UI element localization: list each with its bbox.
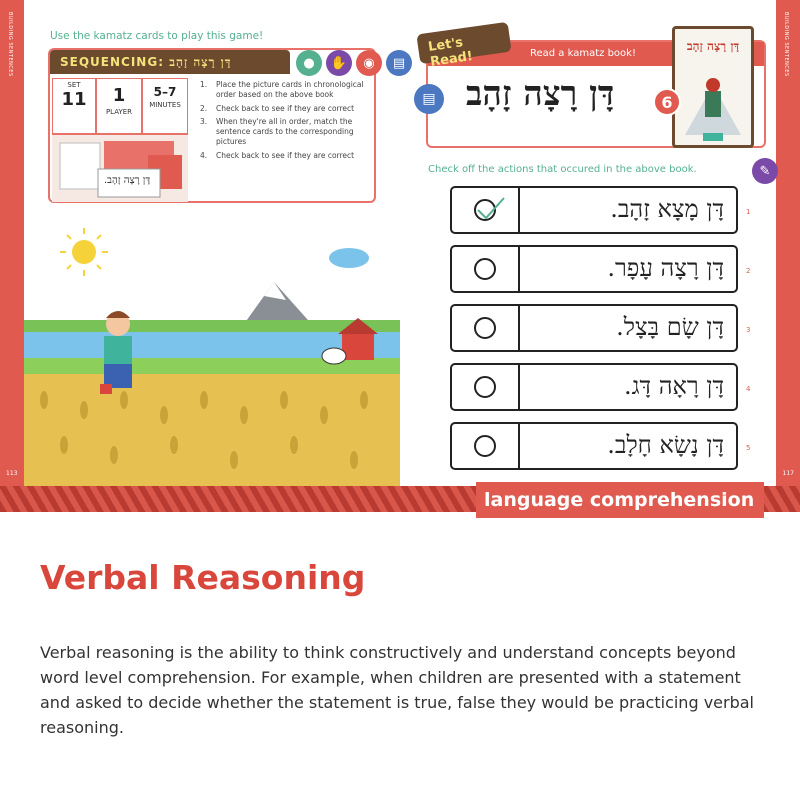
- row-number: 5: [746, 444, 751, 452]
- checkbox-cell[interactable]: [452, 247, 520, 291]
- barn: [342, 332, 374, 360]
- row-number: 2: [746, 267, 751, 275]
- hand-icon: ✋: [326, 50, 352, 76]
- action-row-2: [450, 245, 738, 293]
- action-sentence: דָּן רָאָה דָּג.: [623, 372, 724, 400]
- book-icon: ▤: [414, 84, 444, 114]
- farm-illustration: [24, 220, 400, 490]
- checkbox-cell[interactable]: [452, 188, 520, 232]
- skill-icons: [296, 50, 412, 76]
- check-circle[interactable]: [474, 376, 496, 398]
- checkbox-cell[interactable]: [452, 424, 520, 468]
- cloud-icon: [329, 248, 369, 268]
- step-item: 4. Check back to see if they are correct: [200, 150, 355, 160]
- right-side-strip: [776, 0, 800, 490]
- cards-illustration: [52, 134, 188, 202]
- sequencing-game-box: [48, 48, 406, 203]
- card-icon: ▤: [386, 50, 412, 76]
- read-book-title: דָּן רָצָה זָהָב: [466, 74, 615, 114]
- book-cover: [672, 26, 754, 148]
- pencil-icon: ✎: [752, 158, 778, 184]
- book-cover-title: דָּן רָצָה זָהָב: [686, 39, 740, 53]
- cow: [322, 348, 346, 364]
- check-circle[interactable]: [474, 317, 496, 339]
- sun-icon: [72, 240, 96, 264]
- brain-icon: ◉: [356, 50, 382, 76]
- stat-set: SET 11: [52, 78, 96, 134]
- stat-minutes: 5–7 MINUTES: [142, 78, 188, 134]
- action-sentence: דָּן רָצָה עָפָר.: [607, 254, 724, 282]
- action-row-4: [450, 363, 738, 411]
- check-circle[interactable]: [474, 258, 496, 280]
- action-sentence: דָּן שָׂם בָּצָל.: [616, 313, 724, 341]
- lets-read-sign: Let's Read!: [416, 22, 511, 65]
- checkmark-icon: [474, 196, 508, 224]
- action-row-3: [450, 304, 738, 352]
- left-side-strip: [0, 0, 24, 490]
- card-sentence: דָּן רָצָה זָהָב.: [104, 175, 151, 186]
- game-instruction: Use the kamatz cards to play this game!: [50, 30, 264, 42]
- description-text: Verbal reasoning is the ability to think constructively and understand concepts beyond word level comprehension. For example, when children are presented with a statement and asked to decide whether the statement is true, false they would be practicing verbal reasoning.: [40, 643, 754, 737]
- game-title-hebrew: דָּן רָצָה זָהָב: [169, 55, 232, 69]
- category-banner: language comprehension: [476, 482, 764, 518]
- step-item: 3. When they're all in order, match the sentence cards to the corresponding pictures: [200, 117, 354, 146]
- action-row-1: [450, 186, 738, 234]
- check-instruction: Check off the actions that occured in the above book.: [428, 164, 697, 175]
- read-bar: Read a kamatz book!: [428, 42, 764, 66]
- action-row-5: [450, 422, 738, 470]
- wheat-field: [24, 374, 400, 490]
- eye-icon: ●: [296, 50, 322, 76]
- check-circle[interactable]: [474, 435, 496, 457]
- stat-player: 1 PLAYER: [96, 78, 142, 134]
- side-label: BUILDING SENTENCES: [7, 12, 13, 77]
- book-number-badge: 6: [653, 88, 681, 116]
- cards-image: [52, 135, 188, 203]
- action-sentence: דָּן נָשָׂא חָלָב.: [607, 431, 724, 459]
- side-label-right: BUILDING SENTENCES: [783, 12, 789, 77]
- row-number: 1: [746, 208, 751, 216]
- page-title: Verbal Reasoning: [40, 558, 366, 597]
- row-number: 3: [746, 326, 751, 334]
- action-sentence: דָּן מָצָא זָהָב.: [610, 195, 724, 223]
- checkbox-cell[interactable]: [452, 365, 520, 409]
- book-cover-image: [675, 55, 751, 145]
- step-item: 2. Check back to see if they are correct: [200, 103, 355, 113]
- step-item: 1. Place the picture cards in chronological order based on the above book: [200, 80, 364, 99]
- game-header: [50, 50, 290, 74]
- row-number: 4: [746, 385, 751, 393]
- game-steps: [200, 80, 370, 164]
- game-title: SEQUENCING:: [60, 55, 164, 69]
- right-page-number: 117: [782, 470, 794, 477]
- left-page-number: 113: [6, 470, 18, 477]
- checkbox-cell[interactable]: [452, 306, 520, 350]
